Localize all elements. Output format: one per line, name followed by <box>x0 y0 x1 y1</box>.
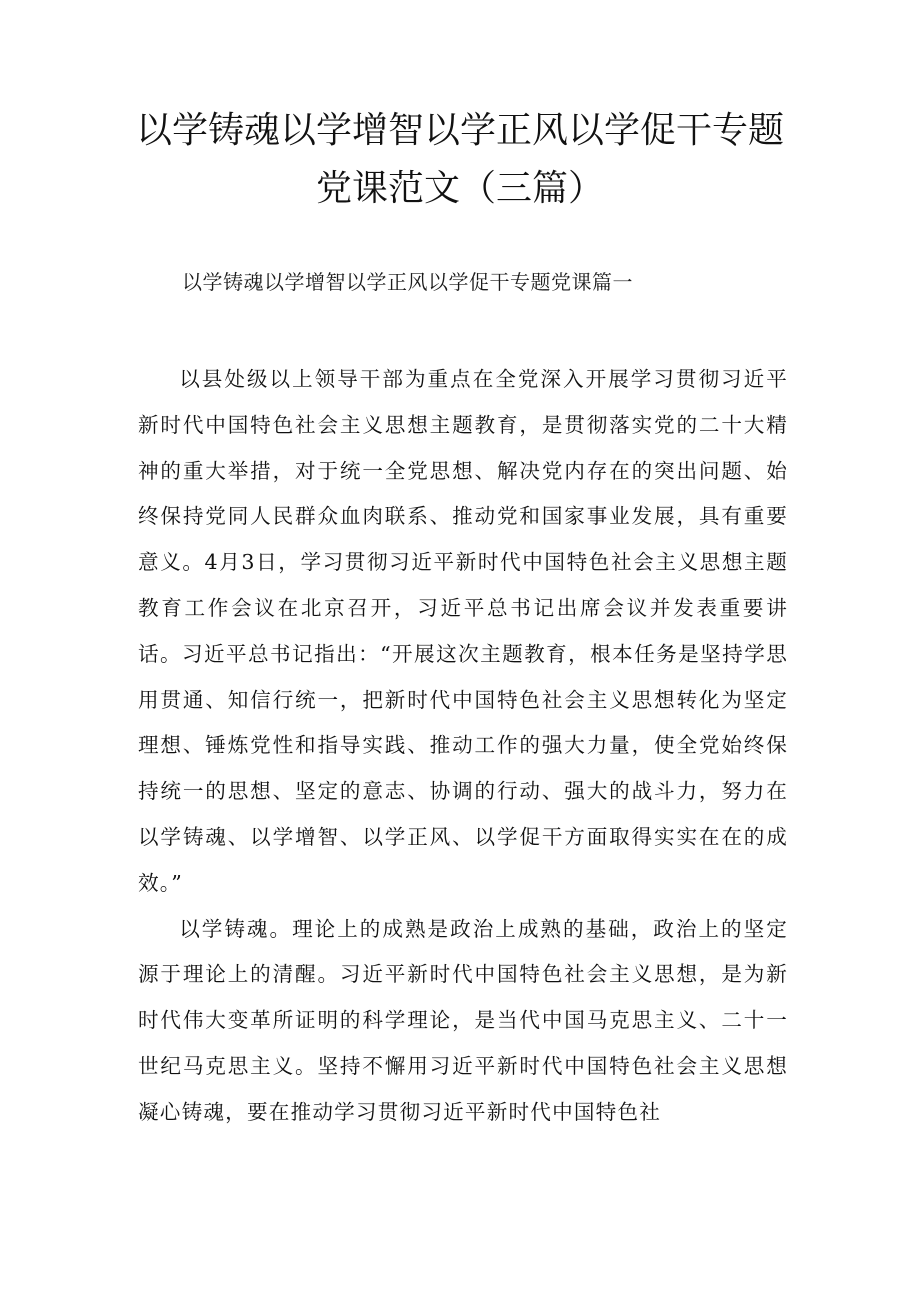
body-paragraph-2: 以学铸魂。理论上的成熟是政治上成熟的基础，政治上的坚定源于理论上的清醒。习近平新时代中国特色社会主义思想，是为新时代伟大变革所证明的科学理论，是当代中国马克思主义、二十一世纪马克思主义。坚持不懈用习近平新时代中国特色社会主义思想凝心铸魂，要在推动学习贯彻习近平新时代中国特色社 <box>138 916 788 1124</box>
document-body <box>138 357 788 1136</box>
document-title <box>120 102 800 218</box>
section-subtitle: 以学铸魂以学增智以学正风以学促干专题党课篇一 <box>182 270 633 294</box>
title-line-1: 以学铸魂以学增智以学正风以学促干专题 <box>135 110 784 151</box>
body-paragraph-1: 以县处级以上领导干部为重点在全党深入开展学习贯彻习近平新时代中国特色社会主义思想主题教育，是贯彻落实党的二十大精神的重大举措，对于统一全党思想、解决党内存在的突出问题、始终保持党同人民群众血肉联系、推动党和国家事业发展，具有重要意义。4月3日，学习贯彻习近平新时代中国特色社会主义思想主题教育工作会议在北京召开，习近平总书记出席会议并发表重要讲话。习近平总书记指出：“开展这次主题教育，根本任务是坚持学思用贯通、知信行统一，把新时代中国特色社会主义思想转化为坚定理想、锤炼党性和指导实践、推动工作的强大力量，使全党始终保持统一的思想、坚定的意志、协调的行动、强大的战斗力，努力在以学铸魂、以学增智、以学正风、以学促干方面取得实实在在的成效。” <box>138 367 788 895</box>
title-line-2: 党课范文（三篇） <box>315 168 604 209</box>
